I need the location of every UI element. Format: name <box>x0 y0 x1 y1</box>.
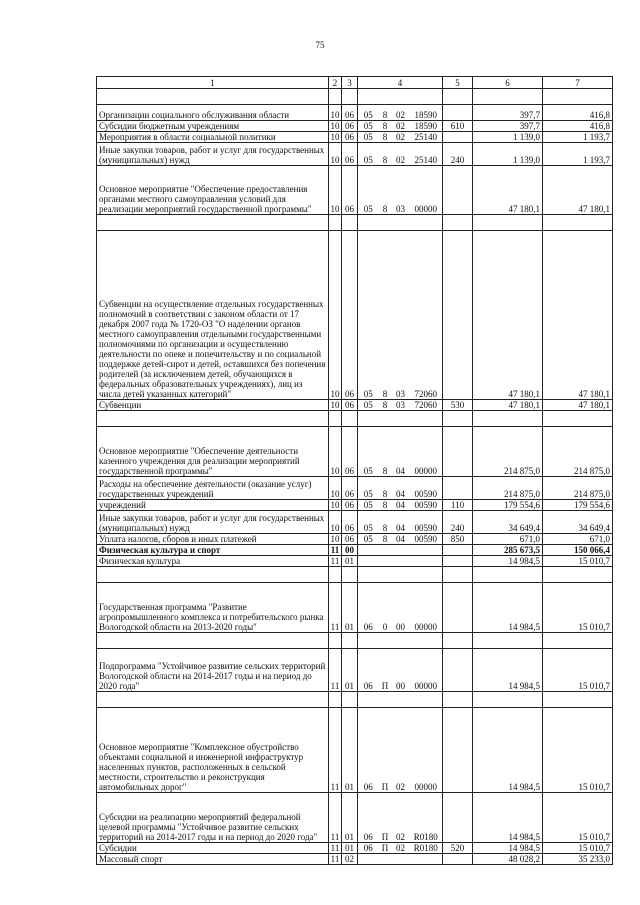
spacer-cell <box>329 411 342 427</box>
section-code: 10 <box>330 500 340 510</box>
direction-code: 00590 <box>410 477 443 500</box>
spacer-row <box>97 411 613 427</box>
spacer-row <box>97 692 613 708</box>
subprogram-code: 8 <box>379 105 392 121</box>
subsection-code: 06 <box>342 166 358 215</box>
section-code: 10 <box>329 511 342 534</box>
program-code: 06 <box>358 649 379 692</box>
table-row <box>97 793 613 843</box>
table-row <box>97 545 613 556</box>
direction-code <box>410 854 443 865</box>
section-code: 10 <box>329 427 342 477</box>
amount-col-7: 671,0 <box>543 534 613 545</box>
spacer-cell <box>342 215 358 231</box>
subprogram-code: 8 <box>379 143 392 166</box>
spacer-cell <box>410 411 443 427</box>
amount-col-7: 416,8 <box>543 105 613 121</box>
program-code: 06 <box>358 708 379 793</box>
spacer-cell <box>329 633 342 649</box>
expense-type-code: 530 <box>443 400 473 411</box>
spacer-cell <box>329 215 342 231</box>
subsection-code: 06 <box>342 143 358 166</box>
direction-code: 00000 <box>410 427 443 477</box>
event-code: 02 <box>392 143 410 166</box>
subprogram-code: П <box>379 708 392 793</box>
spacer-cell <box>379 89 392 105</box>
spacer-cell <box>329 567 342 583</box>
subsection-code: 06 <box>342 511 358 534</box>
amount-col-7: 15 010,7 <box>543 708 613 793</box>
section-code: 11 <box>329 583 342 633</box>
spacer-cell <box>473 692 543 708</box>
subprogram-code: 8 <box>379 166 392 215</box>
spacer-row <box>97 89 613 105</box>
spacer-cell <box>358 89 379 105</box>
amount-col-7: 416,8 <box>543 121 613 132</box>
amount-col-6: 14 984,5 <box>473 708 543 793</box>
amount-col-6: 1 139,0 <box>473 143 543 166</box>
subprogram-code: 8 <box>379 132 392 143</box>
table-row <box>97 500 613 511</box>
direction-code <box>410 545 443 556</box>
header-cell: 4 <box>358 77 443 89</box>
amount-col-6: 47 180,1 <box>473 400 543 411</box>
subsection-code: 06 <box>342 477 358 500</box>
spacer-cell <box>473 567 543 583</box>
row-name: учреждений <box>97 500 329 511</box>
spacer-cell <box>543 411 613 427</box>
spacer-cell <box>392 89 410 105</box>
row-name: Субвенции на осуществление отдельных государственных полномочий в соответствии с законом области от 17 декабря 2007 года № 1720-ОЗ "О наделении органов местного самоуправления отдельными государственными полномочиями по организации и осуществлению деятельности по опеке и попечительству и по социальной поддержке детей-сирот и детей, оставшихся без попечения родителей (за исключением детей, обучающихся в федеральных образовательных учреждениях), лиц из числа детей указанных категорий" <box>97 231 329 400</box>
amount-col-7: 214 875,0 <box>543 477 613 500</box>
direction-code: 72060 <box>410 231 443 400</box>
program-code: 05 <box>358 121 379 132</box>
spacer-cell <box>358 633 379 649</box>
subsection-code: 01 <box>342 843 358 854</box>
expense-type-code: 240 <box>443 511 473 534</box>
expense-type-code <box>443 854 473 865</box>
spacer-cell <box>97 89 329 105</box>
amount-col-7: 47 180,1 <box>543 166 613 215</box>
spacer-cell <box>97 567 329 583</box>
direction-code: 72060 <box>410 400 443 411</box>
expense-type-code <box>443 166 473 215</box>
program-code: 05 <box>358 534 379 545</box>
section-code: 11 <box>329 545 342 556</box>
row-name: Основное мероприятие "Комплексное обустройство объектами социальной и инженерной инфраструктур населенных пунктов, расположенных в сельской местности, строительство и реконструкция автомобильных дорог" <box>97 708 329 793</box>
event-code: 02 <box>392 793 410 843</box>
spacer-cell <box>473 633 543 649</box>
program-code: 05 <box>358 477 379 500</box>
subprogram-code: П <box>379 843 392 854</box>
spacer-cell <box>358 215 379 231</box>
budget-table <box>96 76 613 865</box>
table-row <box>97 583 613 633</box>
event-code: 02 <box>392 132 410 143</box>
subprogram-code: 8 <box>379 427 392 477</box>
subsection-code: 06 <box>342 427 358 477</box>
event-code: 03 <box>392 400 410 411</box>
expense-type-code <box>443 545 473 556</box>
expense-type-code <box>443 477 473 500</box>
program-code: 05 <box>358 231 379 400</box>
program-code <box>358 556 379 567</box>
spacer-cell <box>543 692 613 708</box>
amount-col-7: 179 554,6 <box>543 500 613 511</box>
spacer-cell <box>443 215 473 231</box>
program-code <box>358 854 379 865</box>
amount-col-6: 1 139,0 <box>473 132 543 143</box>
program-code: 05 <box>358 105 379 121</box>
table-row <box>97 121 613 132</box>
event-code: 00 <box>392 583 410 633</box>
expense-type-code <box>443 231 473 400</box>
expense-type-code <box>443 105 473 121</box>
row-name: Физическая культура <box>97 556 329 567</box>
amount-col-7: 214 875,0 <box>543 427 613 477</box>
spacer-cell <box>392 633 410 649</box>
subsection-code: 00 <box>342 545 358 556</box>
amount-col-6: 14 984,5 <box>473 556 543 567</box>
section-code: 10 <box>330 132 340 142</box>
spacer-cell <box>342 633 358 649</box>
row-name: Физическая культура и спорт <box>97 545 329 556</box>
subprogram-code <box>379 854 392 865</box>
expense-type-code <box>443 583 473 633</box>
spacer-cell <box>543 633 613 649</box>
amount-col-6: 397,7 <box>473 121 543 132</box>
spacer-cell <box>358 692 379 708</box>
header-cell: 2 <box>329 77 342 89</box>
row-name: Уплата налогов, сборов и иных платежей <box>97 534 329 545</box>
amount-col-7: 35 233,0 <box>543 854 613 865</box>
subsection-code: 06 <box>342 121 358 132</box>
amount-col-6: 34 649,4 <box>473 511 543 534</box>
amount-col-6: 48 028,2 <box>473 854 543 865</box>
spacer-cell <box>473 411 543 427</box>
program-code: 06 <box>358 843 379 854</box>
row-name: Субсидии <box>97 843 329 854</box>
spacer-cell <box>342 692 358 708</box>
event-code: 00 <box>392 649 410 692</box>
section-code: 10 <box>329 231 342 400</box>
table-row <box>97 132 613 143</box>
subsection-code: 06 <box>342 500 358 511</box>
spacer-cell <box>443 692 473 708</box>
section-code: 10 <box>330 121 340 131</box>
program-code: 06 <box>358 793 379 843</box>
subsection-code: 06 <box>342 132 358 143</box>
program-code: 05 <box>358 427 379 477</box>
row-name: Иные закупки товаров, работ и услуг для государственных (муниципальных) нужд <box>97 143 329 166</box>
amount-col-6: 671,0 <box>473 534 543 545</box>
subprogram-code: 8 <box>379 500 392 511</box>
section-code: 10 <box>329 143 342 166</box>
subsection-code: 06 <box>342 534 358 545</box>
section-code: 10 <box>329 477 342 500</box>
direction-code: 25140 <box>410 143 443 166</box>
subsection-code: 01 <box>342 793 358 843</box>
expense-type-code <box>443 427 473 477</box>
subsection-code: 06 <box>342 231 358 400</box>
program-code: 05 <box>358 143 379 166</box>
event-code: 04 <box>392 511 410 534</box>
amount-col-7: 1 193,7 <box>543 143 613 166</box>
subprogram-code <box>379 545 392 556</box>
spacer-cell <box>97 633 329 649</box>
program-code: 05 <box>358 166 379 215</box>
row-name: Подпрограмма "Устойчивое развитие сельских территорий Вологодской области на 2014-2017 годы и на период до 2020 года" <box>97 649 329 692</box>
amount-col-7: 15 010,7 <box>543 793 613 843</box>
section-code: 10 <box>330 534 340 544</box>
row-name: Расходы на обеспечение деятельности (оказание услуг) государственных учреждений <box>97 477 329 500</box>
table-row <box>97 556 613 567</box>
expense-type-code: 240 <box>443 143 473 166</box>
subprogram-code: 8 <box>379 231 392 400</box>
expense-type-code <box>443 708 473 793</box>
section-code: 11 <box>329 556 342 567</box>
row-name: Основное мероприятие "Обеспечение деятельности казенного учреждения для реализации мероприятий государственной программы" <box>97 427 329 477</box>
header-row <box>97 77 613 89</box>
subprogram-code: П <box>379 793 392 843</box>
section-code: 11 <box>329 793 342 843</box>
amount-col-6: 285 673,5 <box>473 545 543 556</box>
spacer-cell <box>443 633 473 649</box>
subsection-code: 06 <box>342 105 358 121</box>
amount-col-6: 14 984,5 <box>473 793 543 843</box>
amount-col-6: 47 180,1 <box>473 166 543 215</box>
program-code: 05 <box>358 500 379 511</box>
section-code: 11 <box>329 708 342 793</box>
spacer-row <box>97 567 613 583</box>
amount-col-6: 47 180,1 <box>473 231 543 400</box>
event-code: 03 <box>392 166 410 215</box>
table-row <box>97 143 613 166</box>
section-code: 10 <box>329 105 342 121</box>
row-name: Организации социального обслуживания области <box>97 105 329 121</box>
amount-col-7: 47 180,1 <box>543 231 613 400</box>
section-code: 11 <box>329 854 342 865</box>
direction-code: 18590 <box>410 105 443 121</box>
event-code: 02 <box>392 121 410 132</box>
table-row <box>97 534 613 545</box>
spacer-cell <box>410 633 443 649</box>
row-name: Иные закупки товаров, работ и услуг для государственных (муниципальных) нужд <box>97 511 329 534</box>
subsection-code: 01 <box>342 583 358 633</box>
program-code: 05 <box>358 132 379 143</box>
section-code: 11 <box>329 843 342 854</box>
spacer-cell <box>342 411 358 427</box>
spacer-cell <box>97 411 329 427</box>
event-code: 03 <box>392 231 410 400</box>
table-row <box>97 105 613 121</box>
amount-col-7: 1 193,7 <box>543 132 613 143</box>
table-row <box>97 511 613 534</box>
event-code <box>392 854 410 865</box>
subprogram-code: 8 <box>379 477 392 500</box>
spacer-cell <box>97 692 329 708</box>
direction-code: 00590 <box>410 511 443 534</box>
expense-type-code: 520 <box>443 843 473 854</box>
spacer-cell <box>358 411 379 427</box>
program-code: 05 <box>358 400 379 411</box>
event-code: 02 <box>392 105 410 121</box>
header-cell: 6 <box>473 77 543 89</box>
amount-col-7: 15 010,7 <box>543 583 613 633</box>
header-cell: 3 <box>342 77 358 89</box>
header-cell: 7 <box>543 77 613 89</box>
amount-col-6: 14 984,5 <box>473 649 543 692</box>
direction-code: R0180 <box>410 793 443 843</box>
subsection-code: 01 <box>342 556 358 567</box>
spacer-cell <box>392 411 410 427</box>
row-name: Основное мероприятие "Обеспечение предоставления органами местного самоуправления условий для реализации мероприятий государственной программы" <box>97 166 329 215</box>
table-row <box>97 477 613 500</box>
program-code: 05 <box>358 511 379 534</box>
amount-col-6: 179 554,6 <box>473 500 543 511</box>
subprogram-code: 8 <box>379 121 392 132</box>
subprogram-code: 8 <box>379 534 392 545</box>
amount-col-6: 14 984,5 <box>473 843 543 854</box>
spacer-cell <box>379 215 392 231</box>
spacer-cell <box>379 411 392 427</box>
subprogram-code: 8 <box>379 400 392 411</box>
amount-col-7: 15 010,7 <box>543 556 613 567</box>
expense-type-code <box>443 793 473 843</box>
amount-col-6: 397,7 <box>473 105 543 121</box>
page-number: 75 <box>315 40 325 50</box>
spacer-cell <box>97 215 329 231</box>
spacer-cell <box>392 567 410 583</box>
subsection-code: 02 <box>342 854 358 865</box>
direction-code: 00000 <box>410 583 443 633</box>
spacer-cell <box>543 89 613 105</box>
expense-type-code <box>443 649 473 692</box>
table-row <box>97 400 613 411</box>
section-code: 11 <box>329 649 342 692</box>
event-code <box>392 545 410 556</box>
direction-code: 18590 <box>410 121 443 132</box>
program-code <box>358 545 379 556</box>
spacer-cell <box>543 215 613 231</box>
row-name: Государственная программа "Развитие агропромышленного комплекса и потребительского рынка Вологодской области на 2013-2020 годы" <box>97 583 329 633</box>
direction-code: 25140 <box>410 132 443 143</box>
event-code: 02 <box>392 708 410 793</box>
spacer-cell <box>410 567 443 583</box>
subprogram-code: П <box>379 649 392 692</box>
spacer-cell <box>329 89 342 105</box>
table-row <box>97 708 613 793</box>
spacer-cell <box>473 215 543 231</box>
spacer-row <box>97 633 613 649</box>
expense-type-code <box>443 556 473 567</box>
amount-col-7: 47 180,1 <box>543 400 613 411</box>
table-row <box>97 231 613 400</box>
direction-code: 00000 <box>410 166 443 215</box>
spacer-cell <box>410 692 443 708</box>
amount-col-6: 214 875,0 <box>473 477 543 500</box>
expense-type-code <box>443 132 473 143</box>
amount-col-7: 15 010,7 <box>543 649 613 692</box>
spacer-cell <box>543 567 613 583</box>
amount-col-7: 34 649,4 <box>543 511 613 534</box>
subsection-code: 01 <box>342 649 358 692</box>
subprogram-code: 0 <box>379 583 392 633</box>
spacer-cell <box>410 89 443 105</box>
table-row <box>97 649 613 692</box>
amount-col-6: 14 984,5 <box>473 583 543 633</box>
program-code: 06 <box>358 583 379 633</box>
spacer-cell <box>443 89 473 105</box>
event-code: 02 <box>392 843 410 854</box>
spacer-cell <box>410 215 443 231</box>
spacer-cell <box>379 567 392 583</box>
spacer-cell <box>342 567 358 583</box>
direction-code: 00000 <box>410 649 443 692</box>
expense-type-code: 610 <box>443 121 473 132</box>
row-name: Субсидии на реализацию мероприятий федеральной целевой программы "Устойчивое развитие сельских территорий на 2014-2017 годы и на период до 2020 года" <box>97 793 329 843</box>
row-name: Субсидии бюджетным учреждениям <box>97 121 329 132</box>
table-row <box>97 166 613 215</box>
spacer-cell <box>379 692 392 708</box>
event-code: 04 <box>392 500 410 511</box>
spacer-cell <box>443 567 473 583</box>
event-code <box>392 556 410 567</box>
spacer-cell <box>392 692 410 708</box>
spacer-cell <box>392 215 410 231</box>
spacer-row <box>97 215 613 231</box>
row-name: Массовый спорт <box>97 854 329 865</box>
spacer-cell <box>443 411 473 427</box>
row-name: Мероприятия в области социальной политики <box>97 132 329 143</box>
subprogram-code <box>379 556 392 567</box>
table-row <box>97 427 613 477</box>
direction-code: 00590 <box>410 534 443 545</box>
direction-code: 00590 <box>410 500 443 511</box>
amount-col-6: 214 875,0 <box>473 427 543 477</box>
spacer-cell <box>379 633 392 649</box>
table-row <box>97 854 613 865</box>
row-name: Субвенции <box>97 400 329 411</box>
spacer-cell <box>329 692 342 708</box>
direction-code <box>410 556 443 567</box>
event-code: 04 <box>392 477 410 500</box>
event-code: 04 <box>392 534 410 545</box>
section-code: 10 <box>329 166 342 215</box>
spacer-cell <box>473 89 543 105</box>
amount-col-7: 15 010,7 <box>543 843 613 854</box>
expense-type-code: 110 <box>443 500 473 511</box>
spacer-cell <box>358 567 379 583</box>
subsection-code: 06 <box>342 400 358 411</box>
event-code: 04 <box>392 427 410 477</box>
subsection-code: 01 <box>342 708 358 793</box>
subprogram-code: 8 <box>379 511 392 534</box>
table-row <box>97 843 613 854</box>
header-cell: 1 <box>97 77 329 89</box>
expense-type-code: 850 <box>443 534 473 545</box>
amount-col-7: 150 066,4 <box>543 545 613 556</box>
direction-code: 00000 <box>410 708 443 793</box>
direction-code: R0180 <box>410 843 443 854</box>
spacer-cell <box>342 89 358 105</box>
header-cell: 5 <box>443 77 473 89</box>
section-code: 10 <box>330 400 340 410</box>
